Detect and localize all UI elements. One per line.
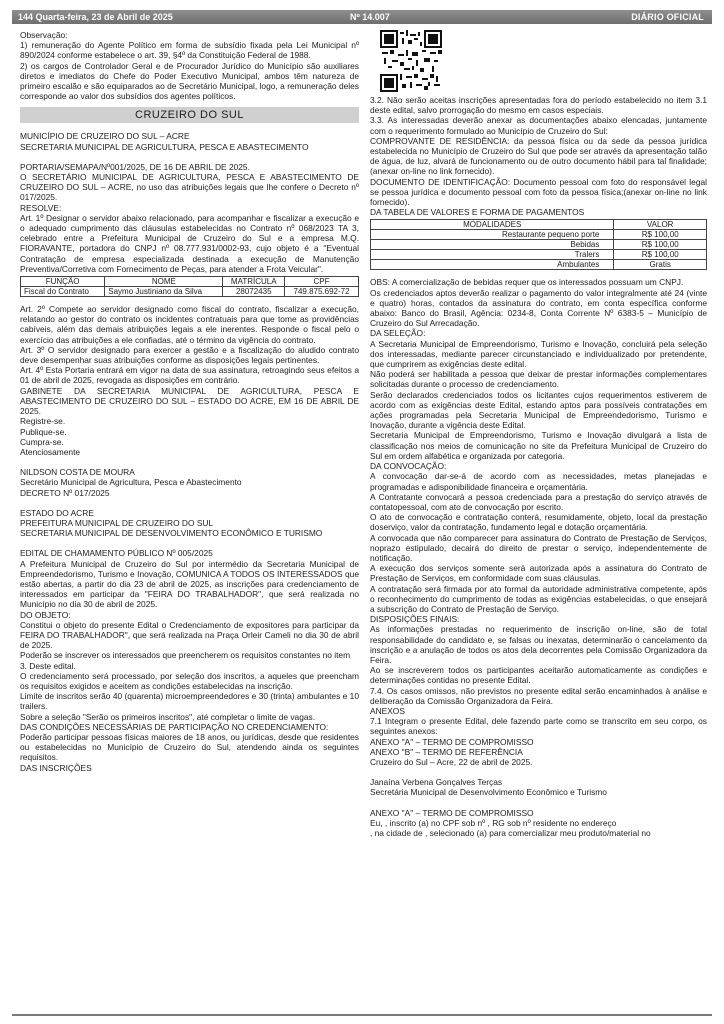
journal-title: DIÁRIO OFICIAL [631, 12, 704, 22]
condicoes-text: Poderão participar pessoas físicas maiores de 18 anos, ou jurídicas, desde que residentes ou estabelecidas no Município de Cruzeiro do Sul, atendendo ainda os seguintes requisitos. [20, 731, 359, 763]
convocacao-label: DA CONVOCAÇÃO: [370, 461, 447, 472]
closing: Atenciosamente [20, 446, 81, 457]
selecao-label: DA SELEÇÃO: [370, 328, 426, 339]
issue-number: Nº 14.007 [350, 12, 390, 22]
disposicoes-paragraph-2: Ao se inscreverem todos os participantes aceitarão automaticamente as condições e determinações contidas no presente Edital. [370, 665, 707, 686]
municipality-heading: MUNICÍPIO DE CRUZEIRO DO SUL – ACRE [20, 131, 190, 142]
page-header [12, 10, 712, 24]
convocacao-paragraph-3: O ato de convocação e contratação conterá, resumidamente, objeto, local da prestação doserviço, valor da contratação, fundamento legal e dotação orçamentária. [370, 512, 707, 533]
disposicoes-paragraph-1: As informações prestadas no requerimento de inscrição on-line, são de total responsabilidade do candidato e, se falsas ou inexatas, determinarão o cancelamento da inscrição e a anulação de todos os atos dela decorrentes pela Comissão Organizadora da Feira. [370, 624, 707, 665]
selecao-paragraph-2: Não poderá ser habilitada a pessoa que deixar de prestar informações complementares solicitadas durante o processo de credenciamento. [370, 369, 707, 390]
comprovante-residencia: COMPROVANTE DE RESIDÊNCIA: da pessoa física ou da sede da pessoa jurídica estabelecida no Município de Cruzeiro do Sul que pode ser através da apresentação talão de água, de luz, alvará de funcionamento ou de outro documento hábil para tal finalidade; (anexar on-line no link fornecido). [370, 135, 707, 177]
termo-line-2: , na cidade de , selecionado (a) para comercializar meu produto/material no [370, 828, 651, 838]
fiscal-matricula: 28072435 [223, 287, 285, 297]
valor-cell: R$ 100,00 [614, 240, 707, 250]
article-3: Art. 3º O servidor designado para exercer a gestão e a fiscalização do aludido contrato deve desempenhar suas atribuições conforme as disposições legais pertinentes. [20, 344, 359, 366]
selecao-text: Sobre a seleção "Serão os primeiros inscritos", até completar o limite de vagas. [20, 711, 316, 722]
modalidade-cell: Bebidas [371, 240, 614, 250]
item-3-3: 3.3. As interessadas deverão anexar as documentações abaixo elencadas, juntamente com o requerimento formulado ao Município de Cruzeiro do Sul: [370, 115, 707, 136]
documento-identificacao: DOCUMENTO DE IDENTIFICAÇÃO: Documento pessoal com foto do responsável legal se pessoa jurídica e documento pessoal com foto da pessoa física;(anexar on-line no link fornecido). [370, 176, 707, 208]
secretariat-dev-heading: SECRETARIA MUNICIPAL DE DESENVOLVIMENTO ECONÔMICO E TURISMO [20, 528, 323, 539]
limite-text: Limite de inscritos serão 40 (quarenta) microempreendedores e 30 (trinta) ambulantes e 10 trailers. [20, 691, 359, 712]
page-number-date: 144 Quarta-feira, 23 de Abril de 2025 [18, 12, 173, 22]
fiscal-col-cpf: CPF [285, 277, 359, 287]
fiscal-funcao: Fiscal do Contrato [21, 287, 105, 297]
selecao-paragraph-1: A Secretaria Municipal de Empreendorismo, Turismo e Inovação, concluirá pela seleção dos interessadas, mediante parecer circunstanciado e individualizado por pretendente, que cumprirem as exigências deste edital. [370, 338, 707, 370]
item-3: 3. Deste edital. [20, 660, 76, 671]
valor-cell: Gratis [614, 260, 707, 270]
state-heading: ESTADO DO ACRE [20, 507, 94, 518]
portaria-preamble: O SECRETÁRIO MUNICIPAL DE AGRICULTURA, PESCA E ABASTECIMENTO DE CRUZEIRO DO SUL – ACRE, no uso das atribuições legais que lhe confere o Decreto nº 017/2025. [20, 172, 359, 203]
valor-cell: R$ 100,00 [614, 250, 707, 260]
edital-intro: A Prefeitura Municipal de Cruzeiro do Sul por intermédio da Secretaria Municipal de Empreendedorismo, Turismo e Inovação, COMUNICA A TODOS OS INTERESSADOS que estão abertas, a partir do dia 23 de abril de 2025, as inscrições para credenciamento de interessados em participar da "FEIRA DO TRABALHADOR", que será realizada no Município no dia 30 de abril de 2025. [20, 558, 359, 610]
table-row [371, 240, 707, 250]
valor-cell: R$ 100,00 [614, 230, 707, 240]
article-4: Art. 4º Esta Portaria entrará em vigor na data de sua assinatura, retroagindo seus efeitos a 01 de abril de 2025, revogada as disposições em contrário. [20, 365, 359, 386]
gabinete-line: GABINETE DA SECRETARIA MUNICIPAL DE AGRICULTURA, PESCA E ABASTECIMENTO DE CRUZEIRO DO SUL – ESTADO DO ACRE, EM 16 DE ABRIL DE 2025. [20, 385, 359, 417]
prefeitura-heading: PREFEITURA MUNICIPAL DE CRUZEIRO DO SUL [20, 517, 214, 528]
tabela-valores-title: DA TABELA DE VALORES E FORMA DE PAGAMENTOS [370, 207, 585, 218]
convocacao-paragraph-4: A convocada que não comparecer para assinatura do Contrato de Prestação de Serviços, noprazo estipulado, decairá do direito de prestar o serviço, independentemente de notificação. [370, 532, 707, 563]
obs-cnpj: OBS: A comercialização de bebidas requer que os interessados possuam um CNPJ. [370, 277, 684, 288]
signer2-role: Secretária Municipal de Desenvolvimento Econômico e Turismo [370, 787, 607, 798]
convocacao-paragraph-1: A convocação dar-se-á de acordo com as necessidades, metas planejadas e programadas e adisponibilidade financeira e orçamentária. [370, 471, 707, 492]
selecao-paragraph-3: Serão declarados credenciados todos os licitantes cujos requerimentos estiverem de acordo com as exigências deste Edital, estando aptos para possíveis contratações em ações programadas pela Secretaria Municipal de Empreendedorismo, Turismo e Inovação, durante a vigência deste Edital. [370, 389, 707, 431]
item-7-4: 7.4. Os casos omissos, não previstos no presente edital serão encaminhados à análise e deliberação da Comissão Organizadora da Feira. [370, 685, 707, 706]
values-col-valor: VALOR [614, 220, 707, 230]
inscricoes-label: DAS INSCRIÇÕES [20, 762, 92, 773]
table-row [371, 230, 707, 240]
signer-decree: DECRETO Nº 017/2025 [20, 487, 110, 498]
signer2-name: Janaína Verbena Gonçalves Terças [370, 777, 503, 788]
convocacao-paragraph-2: A Contratante convocará a pessoa credenciada para a prestação do serviço através de contatopessoal, com ato de convocação por escrito. [370, 491, 707, 512]
condicoes-label: DAS CONDIÇÕES NECESSÁRIAS DE PARTICIPAÇÃO NO CREDENCIAMENTO: [20, 721, 329, 732]
article-1: Art. 1º Designar o servidor abaixo relacionado, para acompanhar e fiscalizar a execução e o adequado cumprimento das cláusulas estabelecidas no Contrato nº 068/2023 TA 3, celebrado entre a Prefeitura Municipal de Cruzeiro do Sul e a empresa M.Q. FIORAVANTE, portadora do CNPJ nº 08.777.931/0002-93, cujo objeto é a "Eventual Contratação de empresa especializada destinada a execução de Manutenção Preventiva/Corretiva com Fornecimento de Peças, para atender a Frota Veicular". [20, 212, 359, 274]
table-row [371, 250, 707, 260]
section-band: CRUZEIRO DO SUL [20, 107, 359, 123]
secretariat-heading: SECRETARIA MUNICIPAL DE AGRICULTURA, PESCA E ABASTECIMENTO [20, 141, 309, 152]
modalidade-cell: Tralers [371, 250, 614, 260]
article-2: Art. 2º Compete ao servidor designado como fiscal do contrato, fiscalizar a execução, relatando ao gestor do contrato os incidentes contratuais para que tome as providências cabíveis, além das demais atribuições legais a ele inerentes. Responde o fiscal pelo o exercício das atribuições a ele confiadas, até o término da vigência do contrato. [20, 304, 359, 345]
termo-line-1: Eu, , inscrito (a) no CPF sob nº , RG sob nº residente no endereço [370, 817, 617, 828]
fiscal-col-matricula: MATRÍCULA [223, 277, 285, 287]
obs-item-1: 1) remuneração do Agente Político em forma de subsídio fixada pela Lei Municipal nº 890/2024 conforme estabelece o art. 39, §4º da Constituição Federal de 1988. [20, 40, 359, 61]
disposicoes-label: DISPOSIÇÕES FINAIS: [370, 614, 460, 625]
selecao-paragraph-4: Secretaria Municipal de Empreendorismo, Turismo e Inovação divulgará a lista de classificação nos meios de comunicação no site da Prefeitura Municipal de Cruzeiro do Sul em ordem alfabética e organizada por categoria. [370, 430, 707, 461]
objeto-text: Constitui o objeto do presente Edital o Credenciamento de expositores para participar da FEIRA DO TRABALHADOR", que será realizada na Praça Orleir Cameli no dia 30 de abril de 2025. [20, 619, 359, 651]
anexo-a-line: ANEXO "A" – TERMO DE COMPROMISSO [370, 736, 534, 747]
modalidade-cell: Ambulantes [371, 260, 614, 270]
table-row [21, 287, 359, 297]
requisitos-text: Poderão se inscrever os interessados que preencherem os requisitos constantes no item [20, 650, 351, 661]
convocacao-paragraph-5: A execução dos serviços somente será autorizada após a assinatura do Contrato de Prestação de Serviços, em conformidade com suas cláusulas. [370, 563, 707, 584]
fiscal-table [20, 276, 359, 297]
anexo-b-line: ANEXO "B" – TERMO DE REFERÊNCIA [370, 746, 523, 757]
signer-role: Secretário Municipal de Agricultura, Pesca e Abastecimento [20, 477, 242, 488]
objeto-label: DO OBJETO: [20, 609, 71, 620]
place-date: Cruzeiro do Sul – Acre, 22 de abril de 2025. [370, 756, 533, 767]
modalidade-cell: Restaurante pequeno porte [371, 230, 614, 240]
item-3-2: 3.2. Não serão aceitas inscrições apresentadas fora do período estabelecido no item 3.1 deste edital, salvo prorrogação do mesmo em casos especiais. [370, 95, 707, 116]
obs-item-2: 2) os cargos de Controlador Geral e de Procurador Jurídico do Município são auxiliares diretos e imediatos do Chefe do Poder Executivo Municipal, ambos têm natureza de primeiro escalão e são equiparados ao de Secretário Municipal, logo, a remuneração deles corresponde ao valor dos subsídios dos agentes políticos. [20, 60, 359, 102]
fiscal-cpf: 749.875.692-72 [285, 287, 359, 297]
convocacao-paragraph-6: A contratação será firmada por ato formal da autoridade administrativa competente, após o reconhecimento do cumprimento de todas as exigências estabelecidas, o que ensejará a subscrição do Contrato de Prestação de Serviço. [370, 583, 707, 614]
portaria-title: PORTARIA/SEMAPA/Nº001/2025, DE 16 DE ABRIL DE 2025. [20, 161, 250, 172]
qr-code-image [380, 30, 442, 92]
values-table [370, 219, 707, 270]
footer-rule [12, 1014, 712, 1016]
pagamento-text: Os credenciados aptos deverão realizar o pagamento do valor integralmente até 24 (vinte e quatro) horas, contados da assinatura do contrato, em conta específica conforme abaixo: Banco do Brasil, Agência: 0234-8, Conta Corrente Nº 6383-5 – Município de Cruzeiro do Sul Arrecadação. [370, 287, 707, 329]
publique-se: Publique-se. [20, 426, 67, 437]
credenciamento-text: O credenciamento será processado, por seleção dos inscritos, a aqueles que preencham os requisitos exigidos e aceitem as condições estabelecidas na inscrição. [20, 670, 359, 691]
fiscal-nome: Saymo Justiniano da Silva [105, 287, 223, 297]
table-row [371, 260, 707, 270]
right-column [370, 30, 707, 838]
cumpra-se: Cumpra-se. [20, 436, 64, 447]
anexos-label: ANEXOS [370, 705, 405, 716]
registre-se: Registre-se. [20, 416, 66, 427]
item-7-1: 7.1 Integram o presente Edital, dele fazendo parte como se transcrito em seu corpo, os seguintes anexos: [370, 716, 707, 737]
fiscal-col-nome: NOME [105, 277, 223, 287]
fiscal-col-funcao: FUNÇÃO [21, 277, 105, 287]
values-col-modalidades: MODALIDADES [371, 220, 614, 230]
anexo-a-title: ANEXO "A" – TERMO DE COMPROMISSO [370, 807, 534, 818]
signer-name: NILDSON COSTA DE MOURA [20, 467, 135, 478]
edital-title: EDITAL DE CHAMAMENTO PÚBLICO Nº 005/2025 [20, 548, 213, 559]
left-column [20, 30, 359, 773]
resolve-label: RESOLVE: [20, 202, 62, 213]
obs-label: Observação: [20, 30, 68, 40]
